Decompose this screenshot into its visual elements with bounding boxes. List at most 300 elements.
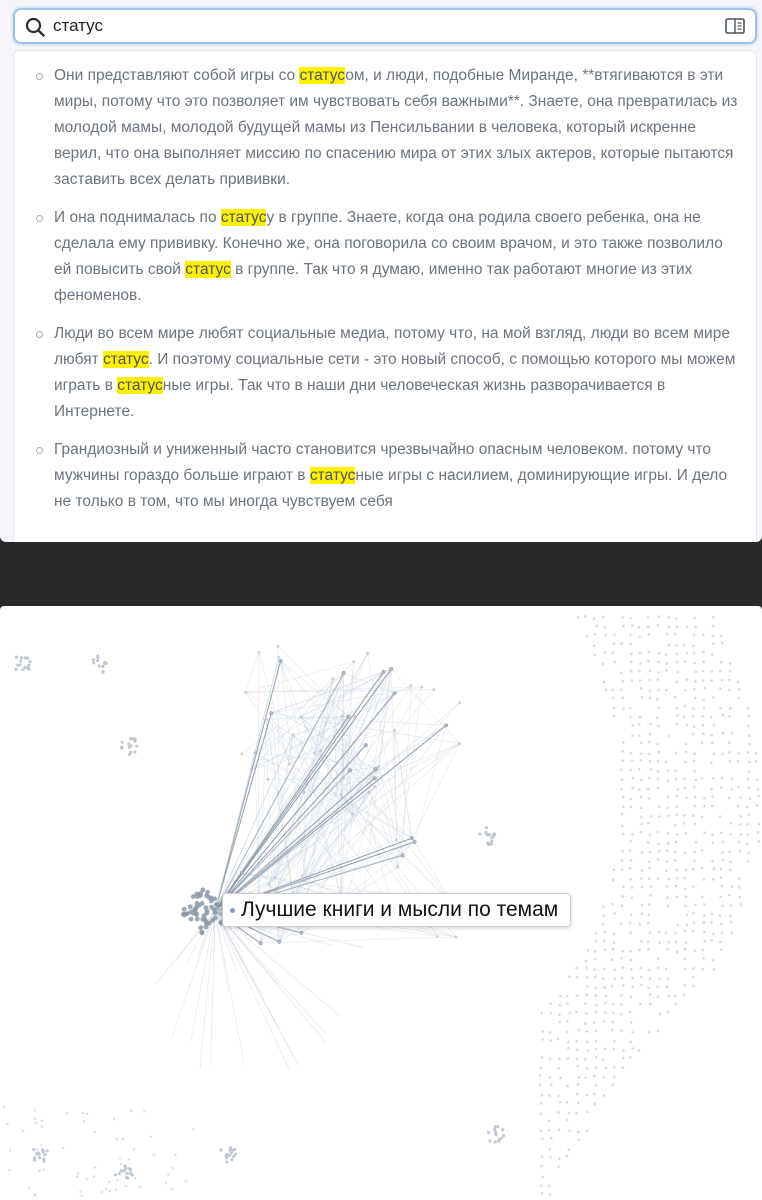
graph-node bbox=[667, 994, 670, 997]
graph-node bbox=[253, 751, 256, 754]
graph-node bbox=[703, 831, 706, 834]
graph-node bbox=[719, 914, 722, 917]
graph-node bbox=[728, 850, 731, 853]
graph-node bbox=[366, 652, 369, 655]
graph-node bbox=[265, 718, 268, 721]
graph-node bbox=[658, 931, 661, 934]
graph-node bbox=[620, 1029, 623, 1032]
graph-node bbox=[719, 687, 722, 690]
graph-node bbox=[729, 662, 732, 665]
graph-node bbox=[630, 806, 633, 809]
graph-node bbox=[602, 923, 605, 926]
graph-node bbox=[28, 660, 31, 663]
graph-node bbox=[594, 975, 597, 978]
graph-node bbox=[377, 765, 380, 768]
graph-node bbox=[676, 833, 679, 836]
graph-node bbox=[621, 750, 624, 753]
search-result-item[interactable] bbox=[36, 437, 742, 515]
graph-node bbox=[638, 626, 641, 629]
bullet-icon bbox=[36, 73, 43, 80]
graph-node bbox=[487, 1131, 490, 1134]
graph-node bbox=[647, 922, 650, 925]
graph-node bbox=[675, 707, 678, 710]
graph-node bbox=[539, 1067, 542, 1070]
graph-edge bbox=[261, 937, 456, 943]
graph-node bbox=[96, 656, 99, 659]
graph-node bbox=[203, 917, 208, 922]
graph-node bbox=[182, 907, 187, 912]
result-text: Люди во всем мире любят социальные медиа, потому что, на мой взгляд, люди во всем мире любят bbox=[54, 325, 730, 368]
graph-node bbox=[540, 1012, 543, 1015]
graph-node bbox=[674, 859, 677, 862]
graph-node bbox=[639, 759, 642, 762]
graph-node bbox=[595, 1084, 598, 1087]
graph-node bbox=[693, 851, 696, 854]
graph-node bbox=[748, 761, 751, 764]
graph-node bbox=[719, 707, 722, 710]
graph-node bbox=[595, 932, 598, 935]
search-highlight: статус bbox=[185, 261, 231, 278]
graph-node bbox=[738, 877, 741, 880]
graph-node bbox=[603, 968, 606, 971]
graph-node bbox=[219, 1148, 222, 1151]
graph-node bbox=[630, 679, 633, 682]
graph-node bbox=[38, 1156, 41, 1159]
graph-node bbox=[648, 969, 651, 972]
graph-node bbox=[279, 660, 282, 663]
graph-node bbox=[638, 788, 641, 791]
graph-node bbox=[548, 1185, 551, 1188]
graph-node bbox=[629, 643, 632, 646]
graph-node bbox=[683, 822, 686, 825]
graph-node bbox=[729, 861, 732, 864]
graph-node bbox=[639, 967, 642, 970]
graph-edge bbox=[395, 730, 412, 838]
graph-node bbox=[657, 770, 660, 773]
graph-node bbox=[692, 733, 695, 736]
graph-node bbox=[702, 878, 705, 881]
graph-node bbox=[28, 1186, 30, 1188]
graph-node bbox=[613, 1040, 616, 1043]
graph-node bbox=[656, 698, 659, 701]
graph-node bbox=[549, 1012, 552, 1015]
graph-node bbox=[92, 658, 95, 661]
graph-node bbox=[692, 715, 695, 718]
graph-node bbox=[701, 777, 704, 780]
graph-node bbox=[683, 994, 686, 997]
graph-node bbox=[22, 1130, 24, 1132]
graph-node bbox=[648, 860, 651, 863]
graph-node bbox=[695, 841, 698, 844]
graph-node bbox=[686, 723, 689, 726]
graph-node bbox=[738, 896, 741, 899]
graph-node bbox=[593, 968, 596, 971]
graph-node bbox=[702, 732, 705, 735]
graph-node bbox=[557, 1165, 560, 1168]
graph-node bbox=[639, 635, 642, 638]
graph-node bbox=[209, 905, 214, 910]
graph-node bbox=[631, 759, 634, 762]
search-result-item[interactable] bbox=[36, 205, 742, 309]
graph-node bbox=[373, 777, 376, 780]
graph-node bbox=[629, 633, 632, 636]
search-result-item[interactable] bbox=[36, 63, 742, 193]
graph-node bbox=[586, 1130, 589, 1133]
graph-node bbox=[710, 716, 713, 719]
graph-node bbox=[721, 714, 724, 717]
graph-node bbox=[630, 653, 633, 656]
graph-node bbox=[684, 968, 687, 971]
graph-node bbox=[584, 1022, 587, 1025]
graph-node bbox=[595, 1030, 598, 1033]
graph-node bbox=[712, 959, 715, 962]
graph-node bbox=[213, 910, 218, 915]
graph-node bbox=[630, 670, 633, 673]
graph-node bbox=[648, 903, 651, 906]
graph-node bbox=[657, 858, 660, 861]
graph-node bbox=[638, 734, 641, 737]
graph-node bbox=[638, 670, 641, 673]
graph-node bbox=[667, 814, 670, 817]
graph-node bbox=[611, 903, 614, 906]
graph-node bbox=[185, 911, 190, 916]
graph-node bbox=[622, 696, 625, 699]
graph-node bbox=[486, 841, 489, 844]
graph-node bbox=[729, 670, 732, 673]
graph-node bbox=[630, 968, 633, 971]
graph-node bbox=[367, 791, 370, 794]
graph-node bbox=[684, 851, 687, 854]
graph-node bbox=[755, 760, 758, 763]
graph-node bbox=[603, 1020, 606, 1023]
graph-node bbox=[659, 1013, 662, 1016]
graph-edge bbox=[375, 743, 460, 786]
graph-node bbox=[640, 877, 643, 880]
bullet-icon bbox=[36, 331, 43, 338]
graph-node bbox=[693, 662, 696, 665]
graph-node bbox=[683, 777, 686, 780]
graph-node bbox=[676, 805, 679, 808]
graph-node bbox=[198, 925, 203, 930]
graph-node bbox=[586, 1067, 589, 1070]
graph-node bbox=[665, 869, 668, 872]
graph-node bbox=[667, 941, 670, 944]
graph-node bbox=[721, 753, 724, 756]
graph-node bbox=[620, 788, 623, 791]
graph-node bbox=[622, 796, 625, 799]
graph-node bbox=[692, 976, 695, 979]
graph-node bbox=[695, 779, 698, 782]
graph-node bbox=[702, 670, 705, 673]
graph-node bbox=[3, 1106, 5, 1108]
graph-node bbox=[621, 895, 624, 898]
graph-node bbox=[675, 869, 678, 872]
graph-node bbox=[648, 877, 651, 880]
graph-node bbox=[674, 769, 677, 772]
graph-node-label[interactable] bbox=[222, 893, 571, 927]
graph-node bbox=[665, 968, 668, 971]
graph-node bbox=[566, 1002, 569, 1005]
graph-node bbox=[693, 760, 696, 763]
graph-node bbox=[34, 1122, 36, 1124]
graph-node bbox=[647, 660, 650, 663]
graph-node bbox=[595, 1004, 598, 1007]
graph-node bbox=[124, 1165, 127, 1168]
graph-node bbox=[603, 986, 606, 989]
graph-node bbox=[737, 752, 740, 755]
graph-node bbox=[658, 805, 661, 808]
graph-node bbox=[92, 661, 95, 664]
graph-node bbox=[620, 688, 623, 691]
graph-node bbox=[120, 1163, 122, 1165]
graph-node bbox=[129, 751, 132, 754]
graph-node bbox=[485, 826, 488, 829]
graph-node bbox=[720, 832, 723, 835]
graph-node bbox=[710, 734, 713, 737]
graph-node bbox=[374, 785, 377, 788]
graph-node bbox=[640, 779, 643, 782]
graph-node bbox=[684, 832, 687, 835]
graph-node bbox=[135, 745, 138, 748]
graph-node bbox=[622, 805, 625, 808]
graph-node bbox=[604, 1067, 607, 1070]
graph-node bbox=[622, 950, 625, 953]
graph-node bbox=[195, 917, 200, 922]
graph-node bbox=[711, 805, 714, 808]
graph-node bbox=[109, 1190, 111, 1192]
graph-node bbox=[550, 1083, 553, 1086]
graph-node bbox=[611, 689, 614, 692]
graph-node bbox=[692, 967, 695, 970]
graph-node bbox=[712, 635, 715, 638]
graph-node bbox=[657, 615, 660, 618]
graph-node bbox=[613, 933, 616, 936]
graph-node bbox=[549, 1031, 552, 1034]
graph-node bbox=[130, 1110, 132, 1112]
graph-node bbox=[738, 841, 741, 844]
graph-node bbox=[278, 940, 281, 943]
node-dot-icon bbox=[230, 908, 235, 913]
graph-node bbox=[234, 1153, 237, 1156]
graph-view[interactable] bbox=[0, 606, 762, 1200]
graph-node bbox=[34, 1118, 36, 1120]
graph-node bbox=[674, 932, 677, 935]
graph-node bbox=[541, 1056, 544, 1059]
graph-node bbox=[629, 950, 632, 953]
graph-node bbox=[729, 869, 732, 872]
graph-node bbox=[620, 922, 623, 925]
graph-node bbox=[666, 849, 669, 852]
graph-node bbox=[230, 1151, 233, 1154]
graph-node bbox=[756, 778, 759, 781]
graph-node bbox=[541, 1094, 544, 1097]
search-bar[interactable] bbox=[13, 8, 757, 44]
graph-node bbox=[713, 724, 716, 727]
graph-node bbox=[683, 877, 686, 880]
graph-node bbox=[747, 778, 750, 781]
graph-node bbox=[693, 688, 696, 691]
graph-node bbox=[647, 948, 650, 951]
graph-node bbox=[739, 903, 742, 906]
graph-node bbox=[566, 995, 569, 998]
graph-node bbox=[629, 931, 632, 934]
graph-node bbox=[747, 715, 750, 718]
search-panel bbox=[0, 0, 762, 542]
graph-node bbox=[657, 706, 660, 709]
graph-node bbox=[629, 849, 632, 852]
graph-node bbox=[622, 984, 625, 987]
graph-node bbox=[712, 841, 715, 844]
graph-node bbox=[341, 714, 344, 717]
graph-node bbox=[347, 715, 350, 718]
result-text: ом, и люди, подобные Миранде, **втягиваются в эти миры, потому что это позволяет им чувствовать себя важными**. Знаете, она превратилась из молодой мамы, молодой будущей мамы из Пенсильвании в человека, который искренне верил, что она выполняет миссию по спасению мира от этих злых актеров, которые пытаются заставить всех делать прививки. bbox=[54, 67, 738, 188]
graph-node bbox=[694, 823, 697, 826]
graph-node bbox=[494, 1140, 497, 1143]
graph-node bbox=[612, 651, 615, 654]
graph-node bbox=[602, 1094, 605, 1097]
graph-node bbox=[713, 968, 716, 971]
graph-node bbox=[240, 752, 243, 755]
graph-edge bbox=[246, 690, 434, 693]
graph-node bbox=[539, 1083, 542, 1086]
graph-node bbox=[629, 840, 632, 843]
graph-node bbox=[684, 705, 687, 708]
graph-node bbox=[393, 729, 396, 732]
graph-node bbox=[622, 759, 625, 762]
graph-node bbox=[83, 1120, 85, 1122]
graph-node bbox=[728, 689, 731, 692]
graph-node bbox=[593, 1075, 596, 1078]
graph-node bbox=[454, 935, 457, 938]
graph-node bbox=[557, 1111, 560, 1114]
graph-edge bbox=[246, 662, 354, 693]
graph-node bbox=[638, 1049, 641, 1052]
graph-node bbox=[703, 930, 706, 933]
graph-node bbox=[199, 930, 204, 935]
graph-node bbox=[721, 642, 724, 645]
graph-node bbox=[710, 913, 713, 916]
graph-node bbox=[702, 651, 705, 654]
graph-node bbox=[739, 823, 742, 826]
graph-node bbox=[602, 977, 605, 980]
graph-node bbox=[496, 1125, 499, 1128]
graph-node bbox=[567, 1148, 570, 1151]
search-icon[interactable] bbox=[25, 17, 45, 37]
graph-node bbox=[675, 617, 678, 620]
graph-node bbox=[702, 634, 705, 637]
graph-node bbox=[566, 1101, 569, 1104]
graph-node bbox=[648, 913, 651, 916]
graph-node bbox=[712, 642, 715, 645]
graph-node-label-text: Лучшие книги и мысли по темам bbox=[241, 898, 559, 921]
graph-node bbox=[139, 1186, 141, 1188]
graph-node bbox=[557, 1094, 560, 1097]
graph-node bbox=[301, 874, 304, 877]
result-text: И она поднималась по bbox=[54, 209, 221, 226]
graph-node bbox=[674, 941, 677, 944]
graph-node bbox=[342, 776, 345, 779]
graph-node bbox=[118, 1172, 121, 1175]
graph-node bbox=[584, 1058, 587, 1061]
graph-node bbox=[340, 796, 343, 799]
graph-node bbox=[629, 707, 632, 710]
graph-node bbox=[737, 805, 740, 808]
graph-node bbox=[756, 804, 759, 807]
result-text: ные игры с насилием, доминирующие игры. И дело не только в том, что мы иногда чувствуем себя bbox=[54, 467, 728, 510]
graph-node bbox=[649, 733, 652, 736]
graph-node bbox=[631, 1031, 634, 1034]
graph-node bbox=[101, 671, 104, 674]
graph-node bbox=[593, 1093, 596, 1096]
graph-node bbox=[649, 931, 652, 934]
graph-node bbox=[612, 642, 615, 645]
graph-node bbox=[647, 788, 650, 791]
graph-node bbox=[719, 815, 722, 818]
graph-node bbox=[693, 652, 696, 655]
graph-node bbox=[620, 904, 623, 907]
graph-node bbox=[352, 660, 355, 663]
graph-node bbox=[584, 615, 587, 618]
graph-node bbox=[586, 635, 589, 638]
search-input[interactable] bbox=[53, 14, 693, 38]
graph-node bbox=[711, 795, 714, 798]
graph-node bbox=[43, 1154, 45, 1156]
graph-node bbox=[713, 752, 716, 755]
graph-node bbox=[611, 1029, 614, 1032]
graph-node bbox=[557, 1038, 560, 1041]
graph-node bbox=[729, 833, 732, 836]
graph-node bbox=[130, 1172, 132, 1174]
graph-node bbox=[730, 931, 733, 934]
graph-node bbox=[620, 1003, 623, 1006]
graph-node bbox=[648, 777, 651, 780]
graph-edge bbox=[215, 703, 460, 911]
graph-node bbox=[603, 651, 606, 654]
graph-node bbox=[640, 816, 643, 819]
graph-node bbox=[701, 742, 704, 745]
graph-node bbox=[729, 822, 732, 825]
graph-node bbox=[613, 941, 616, 944]
graph-node bbox=[549, 1002, 552, 1005]
graph-node bbox=[584, 1002, 587, 1005]
search-highlight: статус bbox=[117, 377, 163, 394]
graph-node bbox=[719, 941, 722, 944]
graph-node bbox=[695, 626, 698, 629]
graph-node bbox=[694, 903, 697, 906]
graph-node bbox=[648, 797, 651, 800]
graph-node bbox=[353, 715, 356, 718]
graph-node bbox=[38, 1170, 40, 1172]
graph-node bbox=[631, 886, 634, 889]
graph-node bbox=[630, 859, 633, 862]
graph-node bbox=[266, 778, 269, 781]
graph-node bbox=[710, 788, 713, 791]
graph-edge bbox=[376, 769, 398, 867]
graph-node bbox=[757, 831, 760, 834]
graph-node bbox=[749, 797, 752, 800]
graph-node bbox=[621, 868, 624, 871]
graph-node bbox=[558, 1013, 561, 1016]
book-open-icon[interactable] bbox=[725, 18, 745, 34]
graph-node bbox=[595, 1011, 598, 1014]
graph-node bbox=[493, 832, 496, 835]
graph-node bbox=[657, 967, 660, 970]
graph-node bbox=[665, 931, 668, 934]
graph-node bbox=[620, 957, 623, 960]
search-result-item[interactable] bbox=[36, 321, 742, 425]
graph-node bbox=[685, 869, 688, 872]
graph-node bbox=[737, 760, 740, 763]
